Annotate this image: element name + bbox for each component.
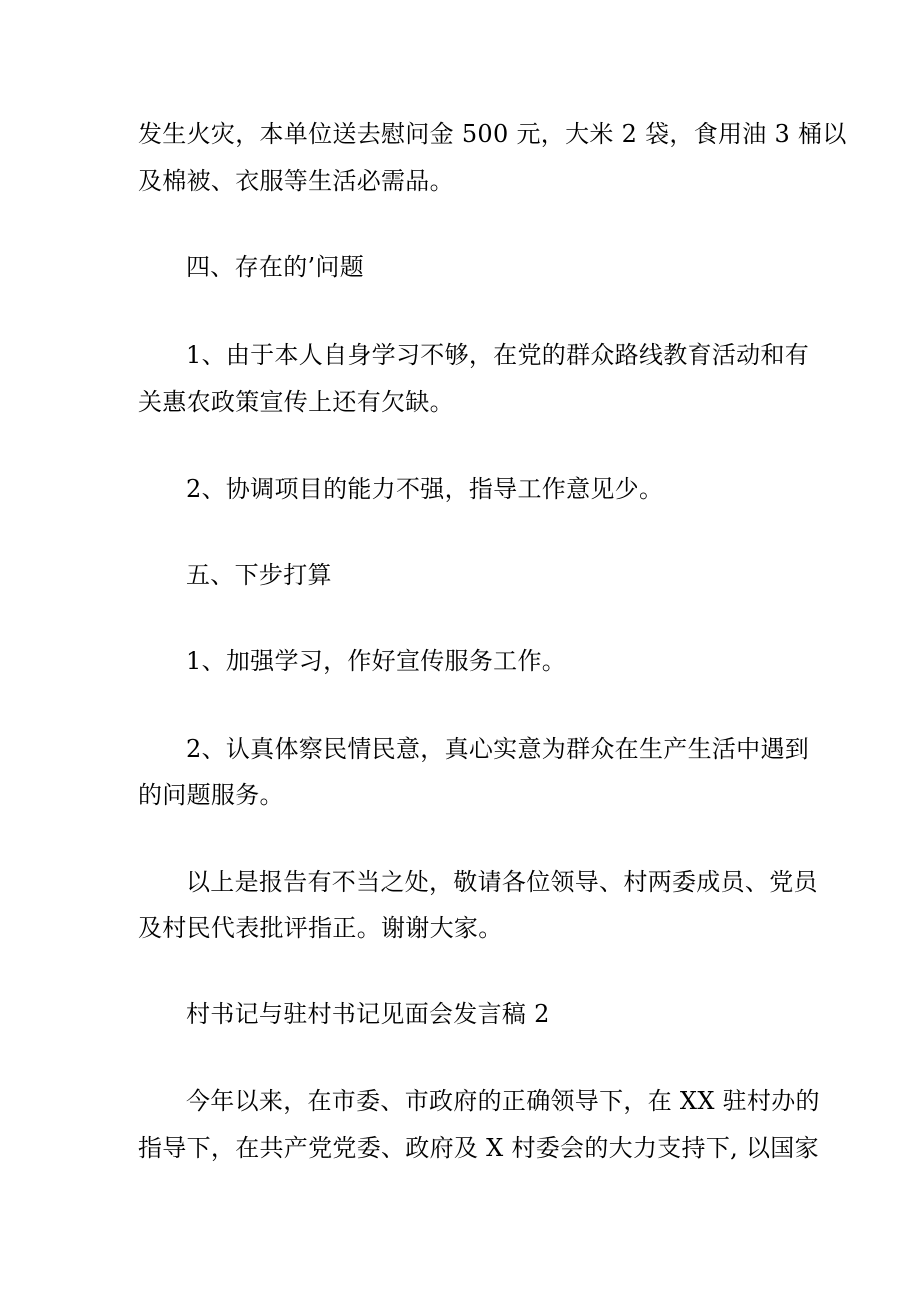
paragraph-line: 今年以来，在市委、市政府的正确领导下，在 XX 驻村办的: [186, 1087, 820, 1115]
section-heading: 五、下步打算: [186, 561, 332, 589]
section-heading: 四、存在的’问题: [186, 253, 365, 281]
paragraph-line: 1、由于本人自身学习不够，在党的群众路线教育活动和有: [186, 341, 810, 369]
paragraph-line: 及棉被、衣服等生活必需品。: [138, 167, 454, 195]
paragraph-line: 发生火灾，本单位送去慰问金 500 元，大米 2 袋，食用油 3 桶以: [138, 120, 847, 148]
paragraph-line: 指导下，在共产党党委、政府及 X 村委会的大力支持下, 以国家: [138, 1134, 819, 1162]
paragraph-line: 2、认真体察民情民意，真心实意为群众在生产生活中遇到: [186, 735, 810, 763]
speech-title: 村书记与驻村书记见面会发言稿 2: [186, 1000, 550, 1028]
paragraph-line: 的问题服务。: [138, 781, 284, 809]
paragraph-line: 2、协调项目的能力不强，指导工作意见少。: [186, 475, 664, 503]
paragraph-line: 以上是报告有不当之处，敬请各位领导、村两委成员、党员: [186, 868, 818, 896]
paragraph-line: 1、加强学习，作好宣传服务工作。: [186, 647, 567, 675]
paragraph-line: 及村民代表批评指正。谢谢大家。: [138, 914, 503, 942]
paragraph-line: 关惠农政策宣传上还有欠缺。: [138, 388, 454, 416]
